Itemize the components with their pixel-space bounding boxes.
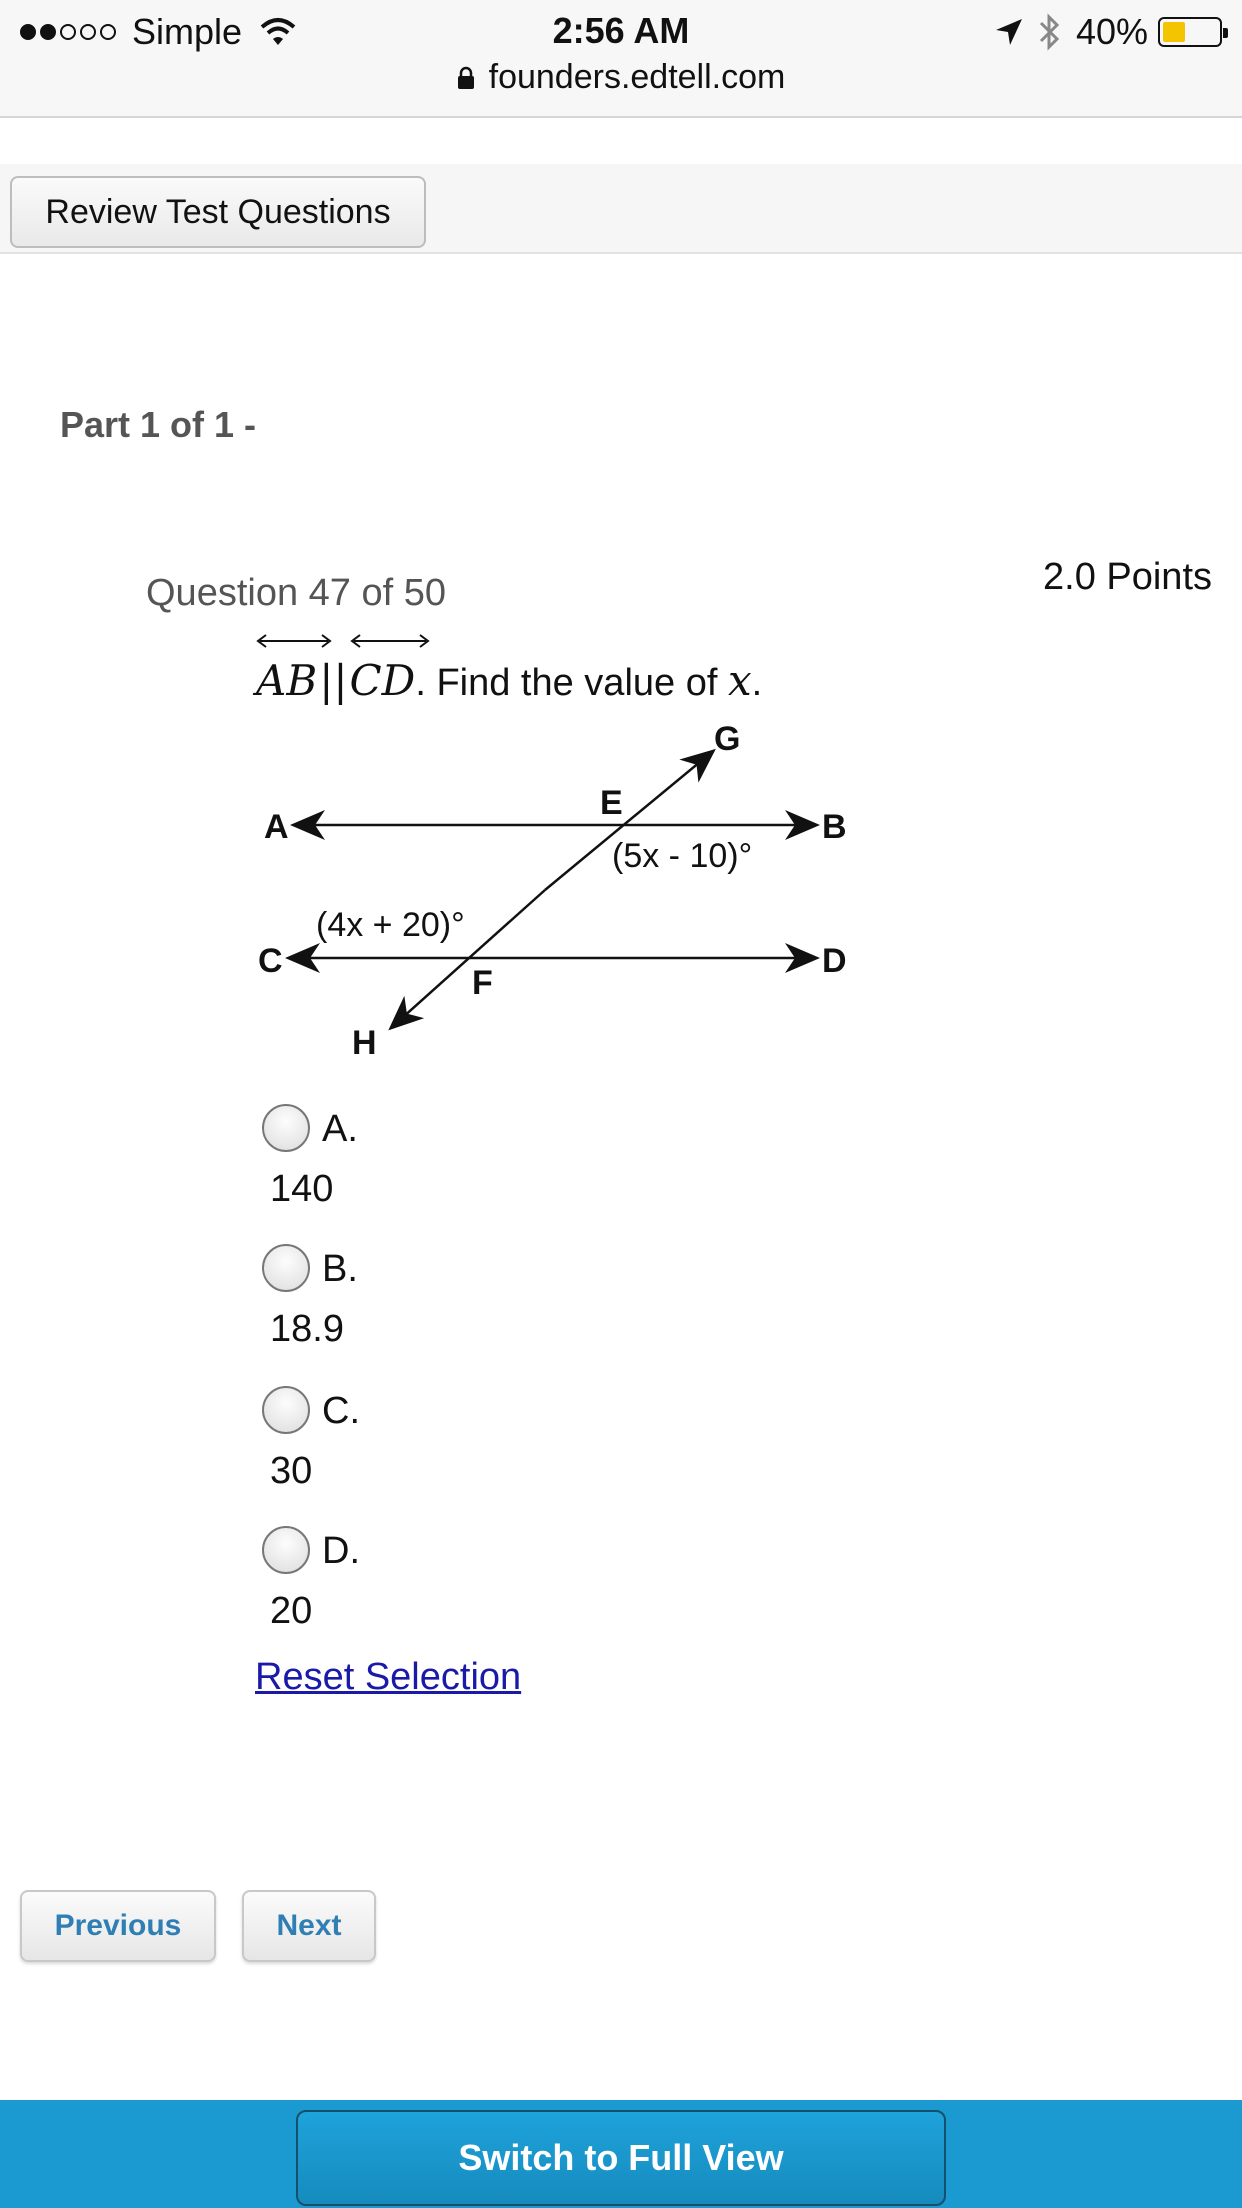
angle-label-bottom: (4x + 20)° xyxy=(316,906,465,944)
previous-button[interactable]: Previous xyxy=(20,1890,216,1962)
browser-status-bar xyxy=(0,0,1242,118)
parallel-lines-diagram xyxy=(250,710,870,1070)
carrier-name: Simple xyxy=(132,11,243,52)
question-points: 2.0 Points xyxy=(1043,556,1212,598)
next-button[interactable]: Next xyxy=(242,1890,376,1962)
choice-value: 18.9 xyxy=(270,1308,344,1350)
battery-icon xyxy=(1158,17,1222,47)
switch-to-full-view-button[interactable]: Switch to Full View xyxy=(296,2110,946,2206)
radio-button-d[interactable] xyxy=(262,1526,310,1574)
choice-letter: C. xyxy=(322,1390,360,1432)
point-label-b: B xyxy=(822,808,847,846)
choice-letter: B. xyxy=(322,1248,358,1290)
battery-percent: 40% xyxy=(1075,11,1148,52)
question-prompt xyxy=(256,630,762,705)
location-arrow-icon xyxy=(994,17,1024,47)
point-label-c: C xyxy=(258,942,283,980)
point-label-a: A xyxy=(264,808,289,846)
line-cd xyxy=(350,630,416,705)
battery-fill xyxy=(1163,22,1185,42)
reset-selection-link[interactable]: Reset Selection xyxy=(255,1656,522,1698)
double-arrow-icon xyxy=(256,630,332,652)
choice-letter: D. xyxy=(322,1530,360,1572)
point-label-f: F xyxy=(472,964,493,1002)
line-ab-label: AB xyxy=(256,656,318,705)
review-test-questions-button[interactable]: Review Test Questions xyxy=(10,176,426,248)
radio-button-b[interactable] xyxy=(262,1244,310,1292)
footer-bar xyxy=(0,2100,1242,2208)
line-ab xyxy=(256,630,317,705)
url-text: founders.edtell.com xyxy=(488,58,786,96)
radio-button-c[interactable] xyxy=(262,1386,310,1434)
prompt-period: . xyxy=(751,662,763,704)
bluetooth-icon xyxy=(1036,13,1062,51)
status-right-group xyxy=(994,12,1222,52)
lock-icon xyxy=(457,66,475,90)
part-title: Part 1 of 1 - xyxy=(60,404,257,445)
radio-button-a[interactable] xyxy=(262,1104,310,1152)
choice-value: 140 xyxy=(270,1168,334,1210)
choice-value: 20 xyxy=(270,1590,313,1632)
point-label-d: D xyxy=(822,942,847,980)
parallel-symbol: || xyxy=(319,656,348,705)
choice-value: 30 xyxy=(270,1450,313,1492)
clock-time: 2:56 AM xyxy=(552,10,690,51)
prompt-text: . Find the value of xyxy=(415,662,728,704)
review-toolbar xyxy=(0,164,1242,254)
choice-letter: A. xyxy=(322,1108,358,1150)
line-cd-label: CD xyxy=(349,656,416,705)
point-label-e: E xyxy=(600,784,623,822)
question-number: Question 47 of 50 xyxy=(146,572,446,614)
double-arrow-icon xyxy=(350,630,430,652)
url-bar[interactable] xyxy=(0,58,1242,97)
point-label-h: H xyxy=(352,1024,377,1062)
angle-label-top: (5x - 10)° xyxy=(612,837,753,875)
point-label-g: G xyxy=(714,720,741,758)
prompt-variable: x xyxy=(727,656,752,705)
